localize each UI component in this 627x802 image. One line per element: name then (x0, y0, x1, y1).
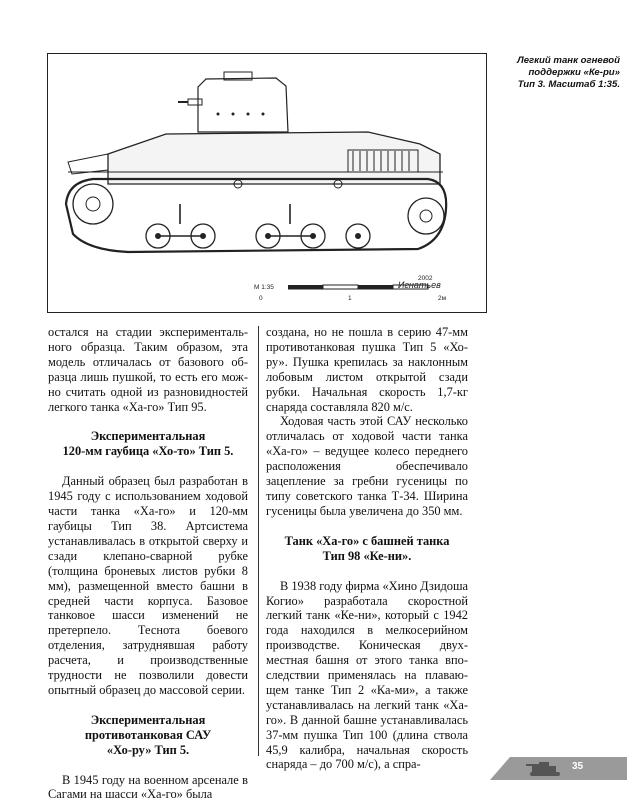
heading-keni-line-1: Танк «Ха-го» с башней танка (284, 533, 450, 548)
left-paragraph-3: В 1945 году на военном арсенале в Сагами на шасси «Ха-го» была (48, 772, 248, 802)
scale-tick-2: 2м (438, 295, 447, 302)
right-paragraph-3: В 1938 году фирма «Хино Дзидоша Когио» разработала скоростной легкий танк «Ке-ни», который с 1942 года находился в мелкосерийном производстве. Коническая двухместная башня от этого танка впоследствии применялась на плавающем танке Тип 2 «Ка-ми», а также устанавливалась на легкий танк «Хаго». В данной башне устанавливалась 37-мм пушка Тип 100 (длина ствола 45,9 калибра, начальная скорость снаряда – до 700 м/с), а спра- (266, 578, 468, 772)
tank-side-view-drawing (48, 54, 486, 312)
left-paragraph-2: Данный образец был разработан в 1945 году с использованием ходовой части танка «Ха-го» и 120-мм гаубицы Тип 38. Артсистема устанавливалась в открытой сверху и сзади клепано-сварной рубке (толщина броневых листов рубки 8 мм), размещенной вместо башни в средней части корпуса. Базовое танковое шасси изменений не претерпело. Теснота боевого отделения, затруднявшая работу расчета, и производственные трудности не позволили довести опытный образец до массовой серии. (48, 474, 248, 697)
right-paragraph-2: Ходовая часть этой САУ несколько отличалась от ходовой части танка «Ха-го» – ведущее колесо переднего расположения обеспечивало зацепление за гребни гусеницы по типу советского танка Т-34. Ширина гусеницы была увеличена до 350 мм. (266, 414, 468, 518)
scale-tick-0: 0 (259, 295, 263, 302)
heading-hoto-line-1: Экспериментальная (90, 429, 206, 444)
left-paragraph-1: остался на стадии экспериментального образца. Таким образом, эта модель отличалась от базового образца лишь пушкой, то есть его можно считать одной из разновидностей легкого танка «Ха-го» Тип 95. (48, 325, 248, 414)
heading-horu-line-3: «Хо-ру» Тип 5. (106, 742, 190, 757)
scale-label: М 1:35 (254, 284, 274, 291)
figure-caption (494, 55, 620, 91)
right-paragraph-1: создана, но не пошла в серию 47-мм противотанковая пушка Тип 5 «Хору». Пушка крепилась за наклонным лобовым листом открытой сзади рубки. Начальная скорость 1,7-кг снаряда составляла 820 м/с. (266, 325, 468, 414)
page-number: 35 (572, 761, 584, 772)
caption-line-3: Тип 3. Масштаб 1:35. (517, 79, 620, 90)
tank-drawing-figure (47, 53, 487, 313)
left-column (48, 325, 248, 802)
heading-horu-line-2: противотанковая САУ (84, 727, 212, 742)
column-divider (258, 326, 259, 756)
heading-hoto-line-2: 120-мм гаубица «Хо-то» Тип 5. (62, 444, 234, 459)
scale-tick-1: 1 (348, 295, 352, 302)
heading-horu-line-1: Экспериментальная (90, 712, 206, 727)
footer-band (490, 757, 627, 780)
footer-band-shape (490, 757, 627, 780)
caption-line-1: Легкий танк огневой (517, 55, 620, 66)
caption-line-2: поддержки «Ке-ри» (528, 67, 620, 78)
heading-keni-line-2: Тип 98 «Ке-ни». (322, 548, 412, 563)
drawing-signature: Игнатьев (398, 280, 441, 290)
drawing-year: 2002 (418, 275, 433, 282)
right-column (266, 325, 468, 772)
